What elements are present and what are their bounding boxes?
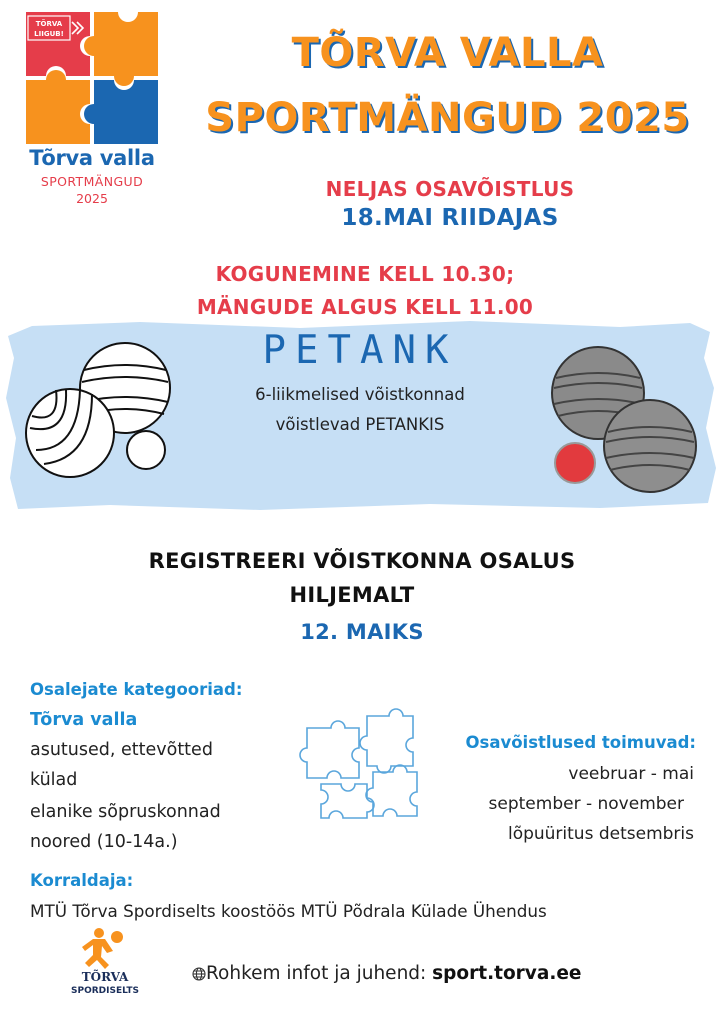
- torva-spordiselts-logo: [55, 925, 155, 995]
- petank-description-line1: 6-liikmelised võistkonnad: [255, 385, 465, 404]
- petank-title: PETANK: [262, 328, 458, 373]
- category-item: külad: [30, 770, 78, 790]
- registration-deadline: 12. MAIKS: [300, 620, 424, 644]
- competitions-heading: Osavõistlused toimuvad:: [465, 733, 696, 752]
- games-start-time: MÄNGUDE ALGUS KELL 11.00: [196, 295, 534, 319]
- competition-period: veebruar - mai: [568, 764, 694, 784]
- sportmangud-logo: [22, 8, 162, 206]
- registration-line1: REGISTREERI VÕISTKONNA OSALUS: [148, 549, 576, 573]
- more-info-line: [192, 963, 581, 984]
- page-title-line1: TÕRVA VALLA: [291, 30, 604, 76]
- category-item: noored (10-14a.): [30, 832, 178, 852]
- organizer-heading: Korraldaja:: [30, 871, 134, 890]
- more-info-label: Rohkem infot ja juhend:: [206, 963, 433, 984]
- logo-subtitle: SPORTMÄNGUD: [40, 174, 144, 189]
- puzzle-pieces-icon: [297, 708, 422, 823]
- competition-period: lõpuüritus detsembris: [507, 824, 694, 844]
- competition-period: september - november: [488, 794, 684, 814]
- globe-icon: [192, 967, 206, 981]
- event-number: NELJAS OSAVÕISTLUS: [325, 177, 575, 201]
- organizer-text: MTÜ Tõrva Spordiselts koostöös MTÜ Põdrala Külade Ühendus: [30, 901, 547, 921]
- website-link[interactable]: sport.torva.ee: [432, 963, 582, 984]
- puzzle-logo-graphic: [22, 8, 162, 148]
- logo-year: 2025: [76, 191, 108, 206]
- category-item: asutused, ettevõtted: [30, 740, 213, 760]
- page-title-line2: SPORTMÄNGUD 2025: [205, 95, 690, 141]
- categories-heading: Osalejate kategooriad:: [30, 680, 243, 699]
- categories-subheading: Tõrva valla: [30, 710, 138, 730]
- club-logo-line1: TÕRVA: [81, 970, 129, 984]
- logo-name: Tõrva valla: [29, 146, 155, 170]
- svg-text:LIIGUB!: LIIGUB!: [34, 30, 64, 38]
- event-date-location: 18.MAI RIIDAJAS: [341, 205, 559, 231]
- club-logo-line2: SPORDISELTS: [71, 986, 139, 995]
- gathering-time: KOGUNEMINE KELL 10.30;: [215, 262, 515, 286]
- petank-description-line2: võistlevad PETANKIS: [275, 415, 445, 434]
- registration-line2: HILJEMALT: [289, 583, 415, 607]
- category-item: elanike sõpruskonnad: [30, 802, 221, 822]
- logo-badge-text: TÕRVA: [35, 20, 63, 28]
